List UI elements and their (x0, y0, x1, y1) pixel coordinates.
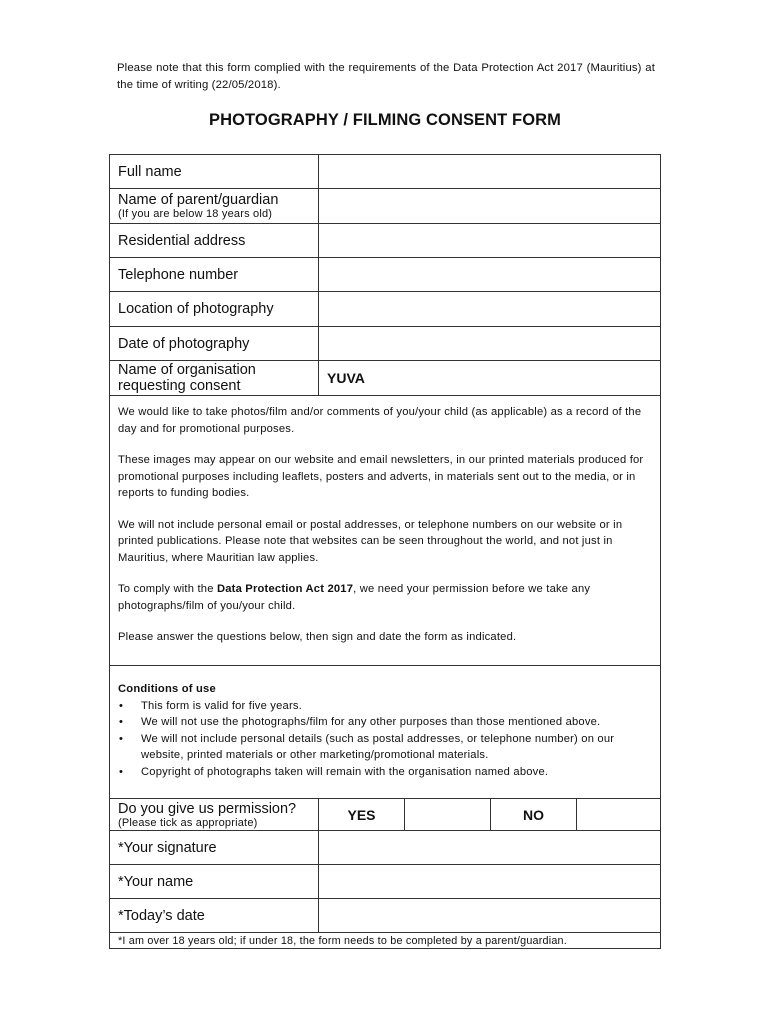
full-name-label-text: Full name (118, 163, 182, 180)
address-input[interactable] (319, 224, 660, 257)
address-label (110, 224, 319, 257)
conditions-heading: Conditions of use (118, 683, 216, 695)
signature-label (110, 831, 319, 864)
location-input[interactable] (319, 292, 660, 326)
organisation-label-line1: Name of organisation (118, 362, 256, 378)
bullet-icon: • (119, 732, 124, 745)
parent-guardian-row (110, 189, 660, 224)
organisation-row (110, 361, 660, 396)
info-paragraph-4-pre: To comply with the (118, 583, 217, 595)
info-paragraph-3: We will not include personal email or postal addresses, or telephone numbers on our website or in printed publications. Please note that websites can be seen throughout the world, and not just in Mauritius, where Mauritian law applies. (118, 518, 623, 564)
conditions-list (118, 698, 648, 781)
bullet-icon: • (119, 716, 124, 728)
info-paragraph-1: We would like to take photos/film and/or comments of you/your child (as applicable) as a record of the day and for promotional purposes. (118, 406, 642, 435)
condition-text: We will not use the photographs/film for any other purposes than those mentioned above. (141, 716, 601, 728)
todays-date-row (110, 899, 660, 933)
telephone-label-text: Telephone number (118, 266, 239, 283)
page-title: PHOTOGRAPHY / FILMING CONSENT FORM (208, 111, 562, 129)
date-row (110, 327, 660, 361)
info-paragraph-5: Please answer the questions below, then sign and date the form as indicated. (118, 631, 517, 643)
telephone-label (110, 258, 319, 291)
info-paragraph-4-post: , we need your permission before we take any photographs/film of you/your child. (118, 583, 591, 612)
condition-text: This form is valid for five years. (141, 699, 302, 712)
organisation-value[interactable] (319, 361, 660, 395)
age-footnote-text: *I am over 18 years old; if under 18, the form needs to be completed by a parent/guardian. (118, 934, 567, 947)
info-paragraph-2: These images may appear on our website and email newsletters, in our printed materials produced for promotional purposes including leaflets, posters and adverts, in materials sent out to the media, or in reports to funding bodies. (118, 454, 644, 499)
condition-item (118, 714, 648, 731)
todays-date-input[interactable] (319, 899, 660, 932)
date-label-text: Date of photography (118, 335, 250, 352)
organisation-label-line2: requesting consent (118, 378, 241, 394)
full-name-input[interactable] (319, 155, 660, 188)
organisation-label (110, 361, 319, 395)
no-label-text: NO (523, 806, 544, 823)
condition-item (118, 764, 648, 781)
data-protection-act-ref: Data Protection Act 2017 (216, 583, 354, 595)
parent-guardian-label-text: Name of parent/guardian (118, 192, 279, 208)
signature-input[interactable] (319, 831, 660, 864)
yes-label-text: YES (347, 806, 376, 823)
todays-date-label-text: *Today’s date (118, 907, 205, 924)
telephone-input[interactable] (319, 258, 660, 291)
parent-guardian-hint: (If you are below 18 years old) (118, 208, 273, 220)
permission-row (110, 799, 660, 831)
location-label-text: Location of photography (118, 301, 274, 317)
permission-question: Do you give us permission? (118, 800, 297, 817)
location-label (110, 292, 319, 326)
no-label (491, 799, 577, 830)
info-paragraph-4 (118, 581, 648, 614)
signature-label-text: *Your signature (118, 839, 217, 856)
information-text (110, 396, 660, 665)
telephone-row (110, 258, 660, 292)
bullet-icon: • (119, 765, 124, 778)
conditions-of-use (110, 666, 660, 798)
age-footnote (110, 933, 660, 948)
your-name-label-text: *Your name (118, 873, 194, 890)
condition-item (118, 698, 648, 715)
organisation-value-text: YUVA (327, 370, 365, 386)
location-row (110, 292, 660, 327)
bullet-icon: • (119, 699, 124, 712)
permission-label (110, 799, 319, 830)
your-name-label (110, 865, 319, 898)
your-name-row (110, 865, 660, 899)
condition-text: We will not include personal details (such as postal addresses, or telephone number) on our website, printed materials or other marketing/promotional materials. (141, 732, 615, 761)
address-label-text: Residential address (118, 232, 246, 249)
address-row (110, 224, 660, 258)
condition-item (118, 731, 648, 764)
consent-form-table (109, 154, 661, 949)
signature-row (110, 831, 660, 865)
condition-text: Copyright of photographs taken will remain with the organisation named above. (141, 765, 549, 778)
your-name-input[interactable] (319, 865, 660, 898)
permission-hint: (Please tick as appropriate) (118, 816, 258, 829)
date-input[interactable] (319, 327, 660, 360)
full-name-label (110, 155, 319, 188)
yes-tick-box[interactable] (405, 799, 491, 830)
full-name-row (110, 155, 660, 189)
date-label (110, 327, 319, 360)
todays-date-label (110, 899, 319, 932)
information-row (110, 396, 660, 666)
conditions-row (110, 666, 660, 799)
data-protection-note: Please note that this form complied with the requirements of the Data Protection Act 2017 (Mauritius) at the time of writing (22/05/2018). (117, 62, 655, 91)
yes-label (319, 799, 405, 830)
parent-guardian-label (110, 189, 319, 223)
no-tick-box[interactable] (577, 799, 660, 830)
parent-guardian-input[interactable] (319, 189, 660, 223)
